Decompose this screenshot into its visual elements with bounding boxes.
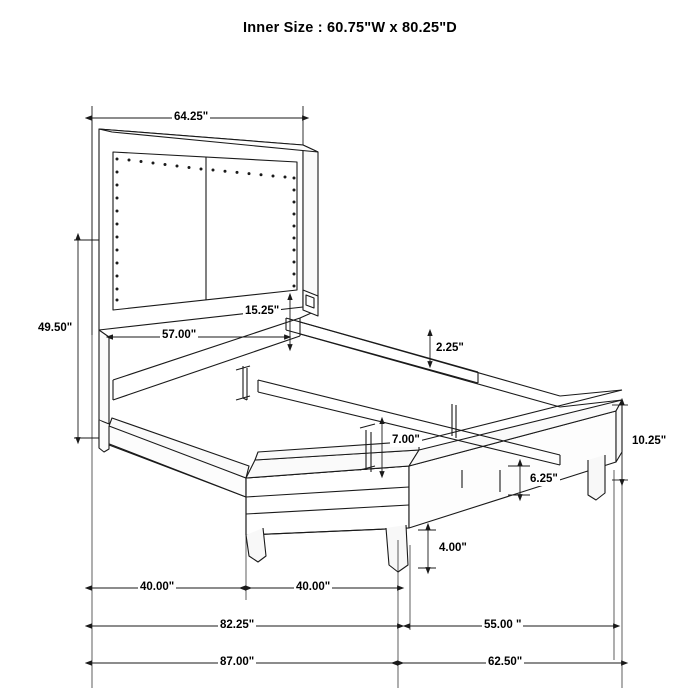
page-title: Inner Size : 60.75"W x 80.25"D bbox=[243, 20, 457, 36]
dim-depth-outer: 87.00" bbox=[220, 656, 255, 668]
dim-width-right: 55.00 " bbox=[484, 619, 522, 631]
dim-headboard-width: 64.25" bbox=[174, 111, 209, 123]
dim-foot-segment-left: 40.00" bbox=[140, 581, 175, 593]
dim-rail-height: 6.25" bbox=[530, 473, 558, 485]
dim-headboard-height: 49.50" bbox=[38, 322, 73, 334]
dim-depth-inner: 82.25" bbox=[220, 619, 255, 631]
dim-rail-thickness: 2.25" bbox=[436, 342, 464, 354]
bed-geometry bbox=[99, 129, 622, 572]
dim-headboard-panel-width: 57.00" bbox=[162, 329, 197, 341]
dim-side-rail-height: 10.25" bbox=[632, 435, 667, 447]
dim-headboard-panel-drop: 15.25" bbox=[245, 305, 280, 317]
dim-width-outer-right: 62.50" bbox=[488, 656, 523, 668]
dim-slat-height: 7.00" bbox=[392, 434, 420, 446]
dim-leg-height: 4.00" bbox=[439, 542, 467, 554]
dim-foot-segment-right: 40.00" bbox=[296, 581, 331, 593]
